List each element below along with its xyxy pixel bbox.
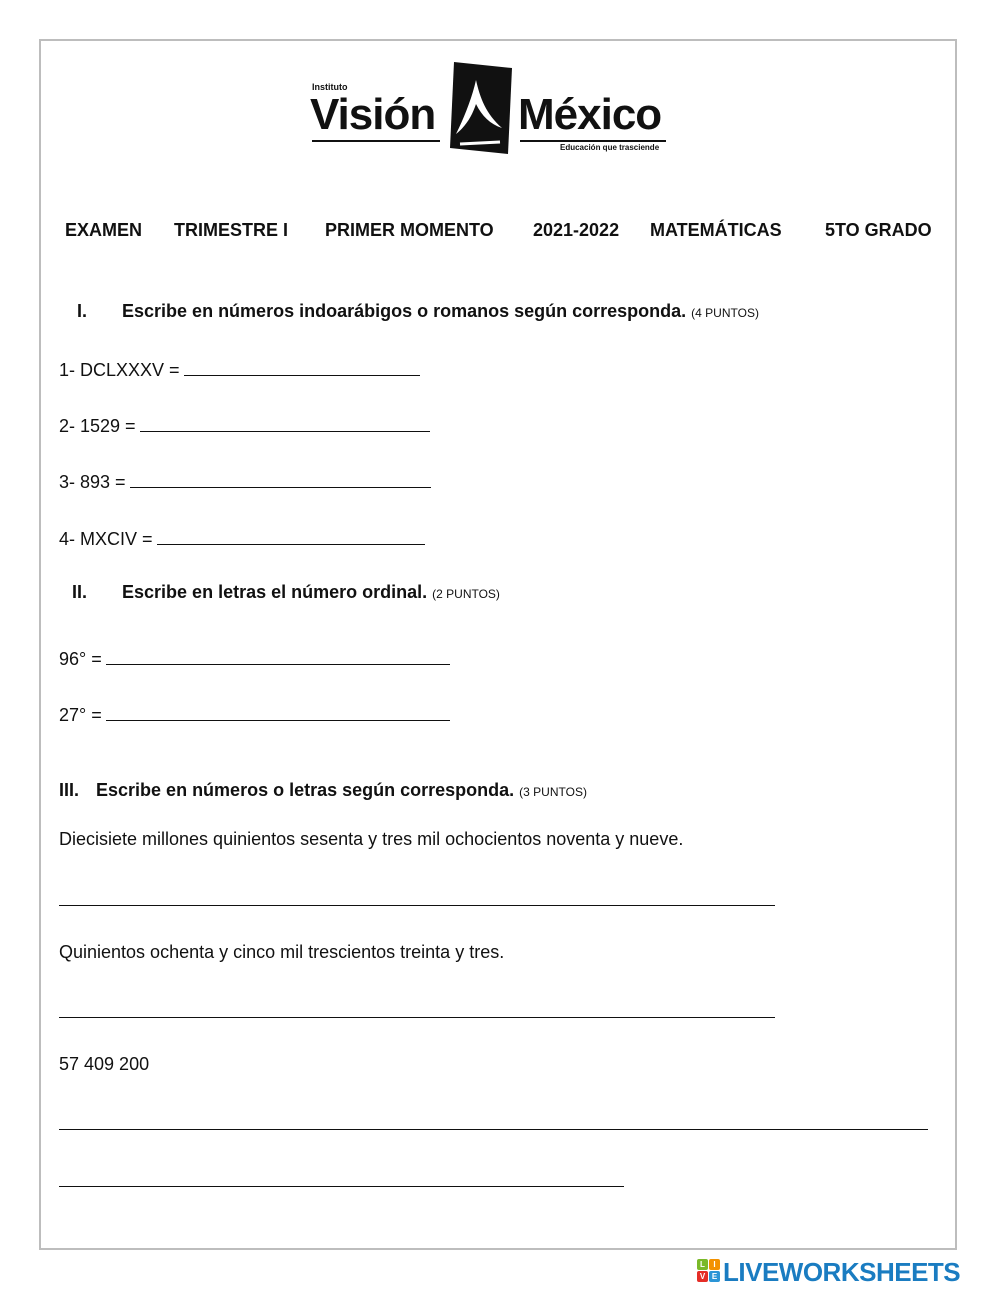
number-prompt-3: 57 409 200 — [59, 1054, 150, 1074]
question-2 — [59, 413, 430, 437]
question-4 — [59, 526, 425, 550]
block-l: L — [697, 1259, 708, 1270]
ordinal-question-2 — [59, 702, 450, 726]
section-1-number: I. — [77, 301, 88, 321]
section-2-number: II. — [72, 582, 88, 602]
header-trimester: TRIMESTRE I — [174, 220, 289, 240]
answer-4-blank[interactable] — [157, 526, 425, 545]
section-3-points: (3 PUNTOS) — [519, 785, 587, 799]
header-subject: MATEMÁTICAS — [650, 220, 782, 240]
question-2-prompt: 2- 1529 = — [59, 416, 136, 436]
header-year: 2021-2022 — [533, 220, 620, 240]
logo-word-mexico: México — [518, 90, 662, 139]
logo-underline-right — [520, 140, 666, 142]
section-2-points: (2 PUNTOS) — [432, 587, 500, 601]
header-moment: PRIMER MOMENTO — [325, 220, 494, 240]
question-4-prompt: 4- MXCIV = — [59, 529, 153, 549]
school-logo — [310, 58, 680, 158]
block-e: E — [709, 1271, 720, 1282]
section-1-heading — [77, 301, 759, 322]
section-2-title: Escribe en letras el número ordinal. — [122, 582, 428, 602]
question-3 — [59, 469, 431, 493]
answer-line-number-1[interactable] — [59, 1129, 928, 1130]
words-prompt-1: Diecisiete millones quinientos sesenta y tres mil ochocientos noventa y nueve. — [59, 829, 684, 849]
block-v: V — [697, 1271, 708, 1282]
ordinal-2-prompt: 27° = — [59, 705, 102, 725]
answer-line-words-1[interactable] — [59, 905, 775, 906]
answer-3-blank[interactable] — [130, 469, 431, 488]
liveworksheets-wordmark: LIVEWORKSHEETS — [723, 1257, 961, 1287]
words-prompt-2: Quinientos ochenta y cinco mil trescientos treinta y tres. — [59, 942, 505, 962]
ordinal-1-blank[interactable] — [106, 646, 450, 665]
logo-instituto-text: Instituto — [312, 82, 348, 92]
section-1-title: Escribe en números indoarábigos o romanos según corresponda. — [122, 301, 687, 321]
ordinal-2-blank[interactable] — [106, 702, 450, 721]
logo-underline-left — [312, 140, 440, 142]
answer-1-blank[interactable] — [184, 357, 420, 376]
section-3-title: Escribe en números o letras según corresponda. — [96, 780, 515, 800]
section-2-heading — [72, 582, 500, 603]
question-1 — [59, 357, 420, 381]
header-exam: EXAMEN — [65, 220, 143, 240]
ordinal-question-1 — [59, 646, 450, 670]
header-grade: 5TO GRADO — [825, 220, 932, 240]
question-1-prompt: 1- DCLXXXV = — [59, 360, 180, 380]
block-i: I — [709, 1259, 720, 1270]
logo-word-vision: Visión — [310, 90, 436, 139]
ordinal-1-prompt: 96° = — [59, 649, 102, 669]
section-1-points: (4 PUNTOS) — [691, 306, 759, 320]
liveworksheets-blocks-icon — [697, 1259, 721, 1283]
section-3-heading — [59, 780, 587, 801]
logo-tagline: Educación que trasciende — [560, 143, 660, 152]
answer-2-blank[interactable] — [140, 413, 430, 432]
answer-line-words-2[interactable] — [59, 1017, 775, 1018]
section-3-number: III. — [59, 780, 80, 800]
answer-line-number-2[interactable] — [59, 1186, 624, 1187]
question-3-prompt: 3- 893 = — [59, 472, 126, 492]
logo-emblem-icon — [446, 58, 516, 156]
